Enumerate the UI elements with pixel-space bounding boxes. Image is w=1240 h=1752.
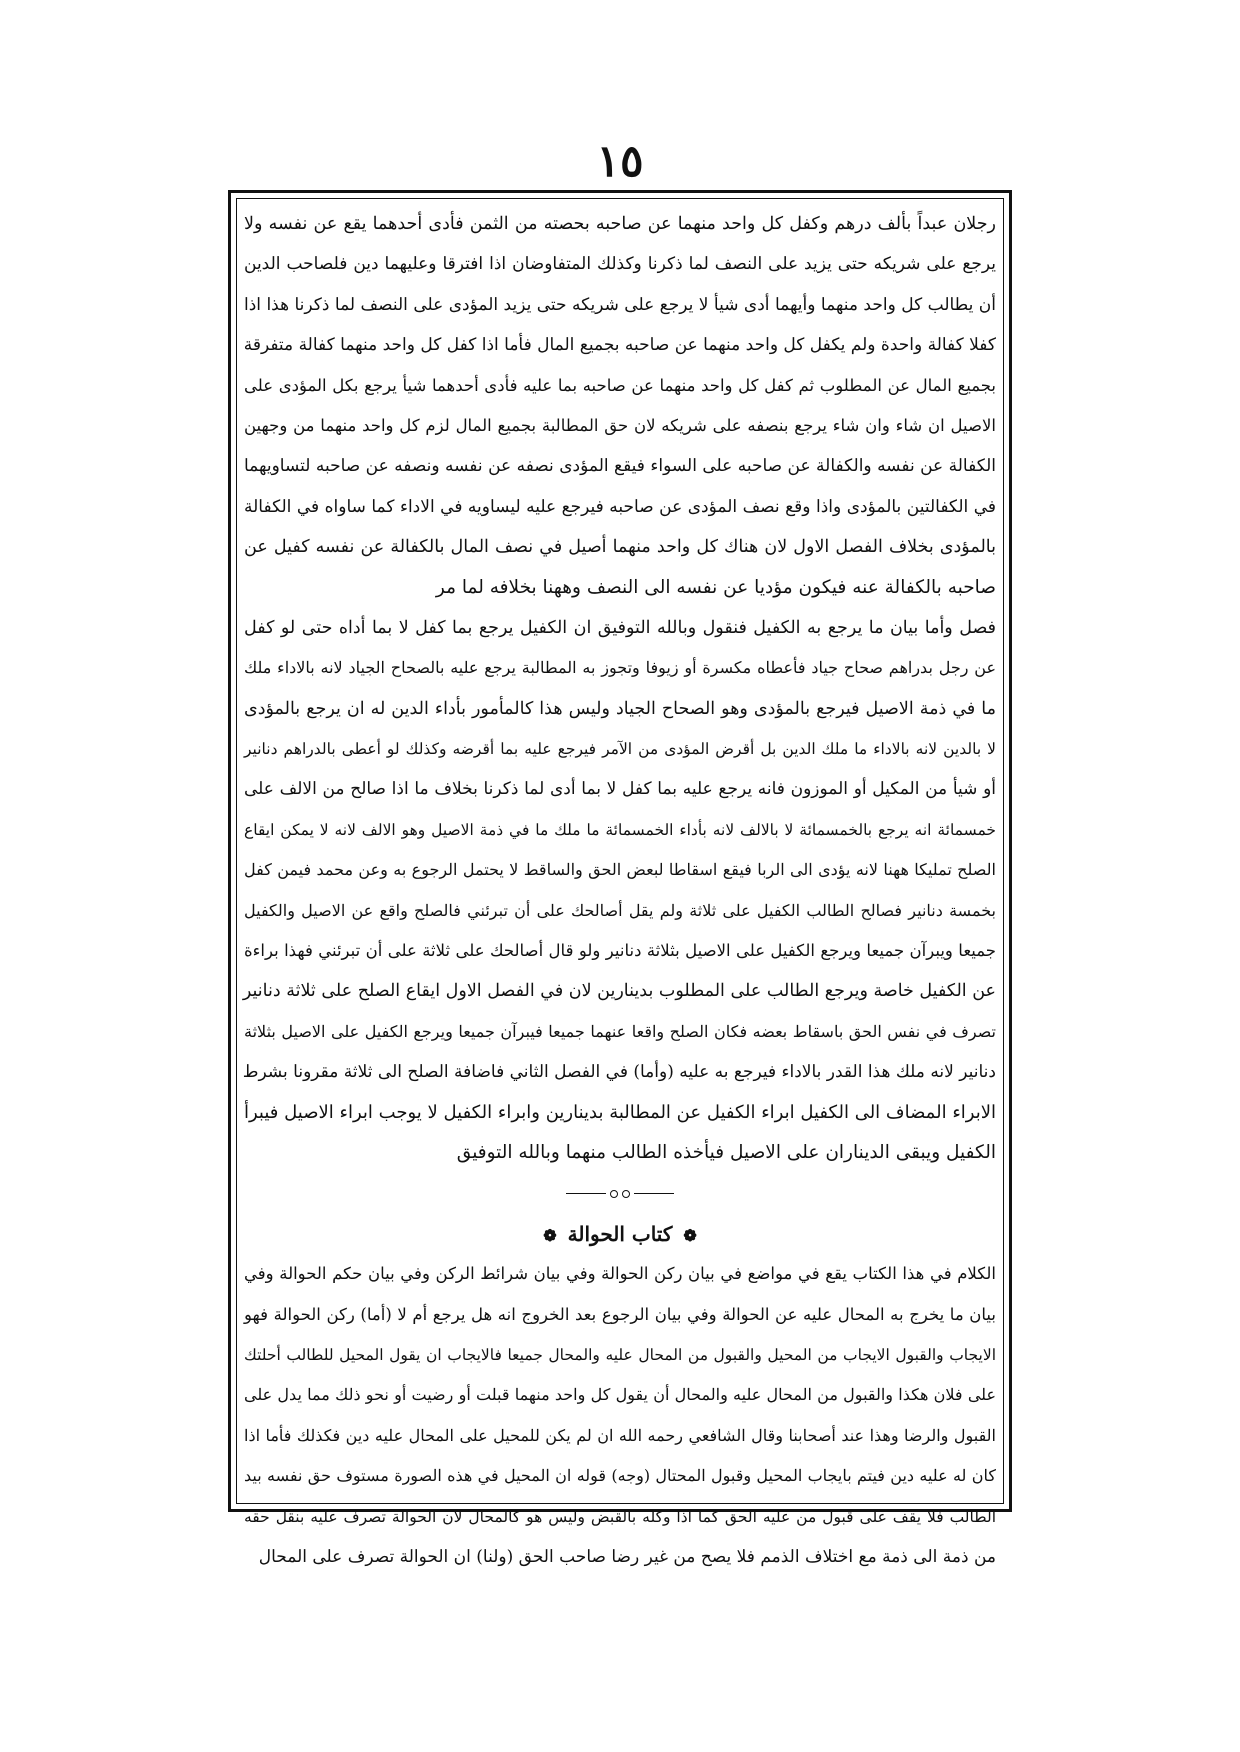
text-line: في الكفالتين بالمؤدى واذا وقع نصف المؤدى عن صاحبه فيرجع عليه ليساويه في الاداء كما ساواه في الكفالة	[244, 496, 996, 517]
text-line: أو شيأ من المكيل أو الموزون فانه يرجع عليه بما كفل لا بما أدى لما ذكرنا بخلاف ما اذا صالح من الالف على	[244, 779, 996, 800]
text-line: عن الكفيل خاصة ويرجع الطالب على المطلوب بدينارين لان في الفصل الاول ايقاع الصلح على ثلاثة دنانير	[242, 981, 996, 1002]
section-divider	[244, 1173, 996, 1213]
text-line: جميعا ويبرآن جميعا ويرجع الكفيل على الاصيل بثلاثة دنانير ولو قال أصالحك على ثلاثة على أن تبرئني فهذا براءة	[244, 941, 996, 961]
section-three	[244, 1254, 996, 1577]
text-line: بالمؤدى بخلاف الفصل الاول لان هناك كل واحد منهما أصيل في نصف المال بالكفالة عن نفسه كفيل عن	[244, 537, 996, 558]
text-line: على فلان هكذا والقبول من المحال عليه والمحال أن يقول كل واحد منهما قبلت أو رضيت أو نحو ذلك مما يدل على	[244, 1385, 996, 1405]
text-line: صاحبه بالكفالة عنه فيكون مؤديا عن نفسه الى النصف وههنا بخلافه لما مر	[435, 576, 996, 598]
ornament-right-icon: ❁	[683, 1225, 697, 1245]
text-line: تصرف في نفس الحق باسقاط بعضه فكان الصلح واقعا عنهما جميعا فيبرآن جميعا ويرجع الكفيل على الاصيل بثلاثة	[244, 1021, 996, 1041]
text-line: الكفيل ويبقى الديناران على الاصيل فيأخذه الطالب منهما وبالله التوفيق	[456, 1141, 996, 1163]
ornament-left-icon: ❁	[543, 1225, 557, 1245]
text-line: الكلام في هذا الكتاب يقع في مواضع في بيان ركن الحوالة وفي بيان شرائط الركن وفي بيان حكم الحوالة وفي	[244, 1264, 996, 1284]
text-line: الاصيل ان شاء وان شاء يرجع بنصفه على شريكه لان حق المطالبة بجميع المال لزم كل واحد منهما من وجهين	[244, 415, 996, 435]
text-line: الكفالة عن نفسه والكفالة عن صاحبه على السواء فيقع المؤدى نصفه عن نفسه ونصفه عن صاحبه لتساويهما	[244, 456, 996, 477]
text-line: فصل وأما بيان ما يرجع به الكفيل فنقول وبالله التوفيق ان الكفيل يرجع بما كفل لا بما أداه حتى لو كفل	[244, 617, 996, 638]
section-two	[244, 608, 996, 1173]
text-line: خمسمائة انه يرجع بالخمسمائة لا بالالف لانه بأداء الخمسمائة ما ملك ما في ذمة الاصيل وهو الالف لانه لا يمكن ايقاع	[244, 820, 996, 839]
text-line: يرجع على شريكه حتى يزيد على النصف لما ذكرنا وكذلك المتفاوضان اذا افترقا وعليهما دين فلصاحب الدين	[244, 254, 996, 275]
chapter-heading	[244, 1214, 996, 1254]
divider-ornament	[566, 1190, 674, 1198]
text-line: بجميع المال عن المطلوب ثم كفل كل واحد منهما عن صاحبه بما عليه فأدى أحدهما شيأ يرجع بكل المؤدى على	[244, 375, 996, 395]
text-line: الطالب فلا يقف على قبول من عليه الحق كما اذا وكله بالقبض وليس هو كالمحال لان الحوالة تصرف عليه بنقل حقه	[244, 1507, 996, 1526]
text-line: الابراء المضاف الى الكفيل ابراء الكفيل عن المطالبة بدينارين وابراء الكفيل لا يوجب ابراء الاصيل فيبرأ	[244, 1101, 996, 1123]
text-block	[242, 204, 996, 1567]
text-line: رجلان عبداً بألف درهم وكفل كل واحد منهما عن صاحبه بحصته من الثمن فأدى أحدهما يقع عن نفسه ولا	[244, 214, 996, 234]
text-line: كان له عليه دين فيتم بايجاب المحيل وقبول المحتال (وجه) قوله ان المحيل في هذه الصورة مستوف حق نفسه بيد	[244, 1466, 996, 1486]
text-line: الايجاب والقبول الايجاب من المحيل والقبول من المحال عليه والمحال جميعا فالايجاب ان يقول المحيل للطالب أحلتك	[244, 1345, 996, 1364]
text-line: عن رجل بدراهم صحاح جياد فأعطاه مكسرة أو زيوفا وتجوز به المطالبة يرجع عليه بالصحاح الجياد لانه بالاداء ملك	[244, 658, 996, 678]
chapter-heading-text: كتاب الحوالة	[567, 1221, 673, 1246]
text-line: بيان ما يخرج به المحال عليه عن الحوالة وفي بيان الرجوع بعد الخروج انه هل يرجع أم لا (أما) ركن الحوالة فهو	[244, 1304, 996, 1324]
text-line: لا بالدين لانه بالاداء ما ملك الدين بل أقرض المؤدى من الآمر فيرجع عليه بما أقرضه وكذلك لو أعطى بالدراهم دنانير	[244, 740, 996, 759]
text-line: ما في ذمة الاصيل فيرجع بالمؤدى وهو الصحاح الجياد وليس هذا كالمأمور بأداء الدين له ان يرجع بالمؤدى	[244, 698, 996, 719]
text-line: كفلا كفالة واحدة ولم يكفل كل واحد منهما عن صاحبه بجميع المال فأما اذا كفل كل واحد منهما كفالة متفرقة	[243, 335, 996, 356]
text-line: دنانير لانه ملك هذا القدر بالاداء فيرجع به عليه (وأما) في الفصل الثاني فاضافة الصلح الى ثلاثة مقرونا بشرط	[242, 1062, 996, 1083]
text-line: الصلح تمليكا ههنا لانه يؤدى الى الربا فيقع اسقاطا لبعض الحق والساقط لا يحتمل الرجوع به وعن محمد فيمن كفل	[244, 860, 996, 880]
text-line: القبول والرضا وهذا عند أصحابنا وقال الشافعي رحمه الله ان لم يكن للمحيل على المحال عليه دين فكذلك فأما اذا	[244, 1425, 996, 1445]
text-line: بخمسة دنانير فصالح الطالب الكفيل على ثلاثة ولم يقل أصالحك على أن تبرئني فالصلح واقع عن الاصيل والكفيل	[244, 900, 996, 920]
section-one	[244, 204, 996, 608]
text-line: أن يطالب كل واحد منهما وأيهما أدى شيأ لا يرجع على شريكه حتى يزيد المؤدى على النصف لما ذكرنا هذا اذا	[244, 294, 996, 315]
text-line: من ذمة الى ذمة مع اختلاف الذمم فلا يصح من غير رضا صاحب الحق (ولنا) ان الحوالة تصرف على المحال	[258, 1546, 996, 1567]
page-number: ١٥	[596, 136, 644, 187]
